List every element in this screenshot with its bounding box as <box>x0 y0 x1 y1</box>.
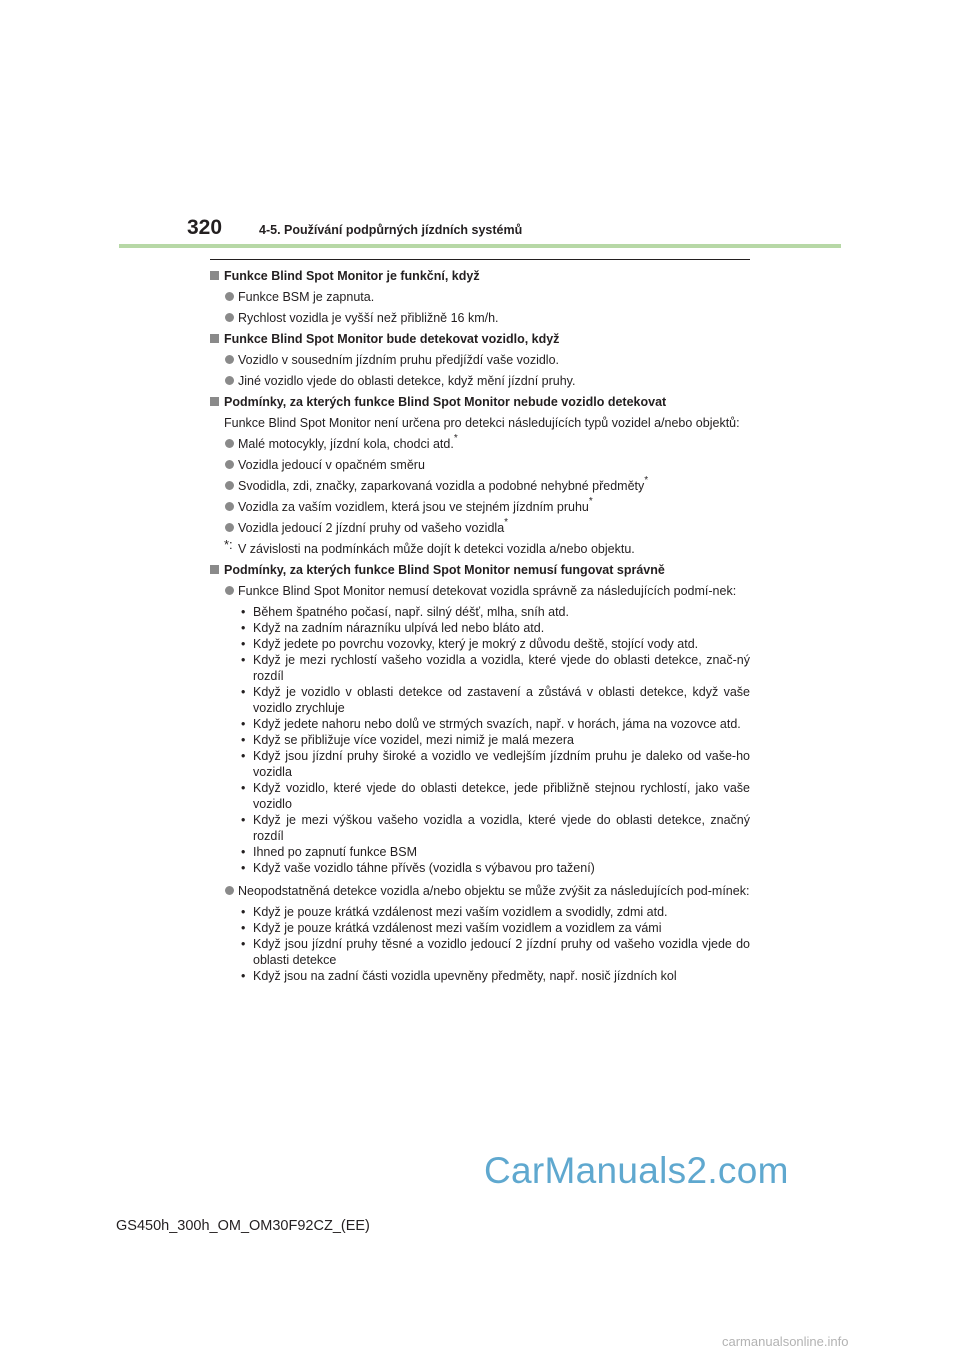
list-item-text: Funkce BSM je zapnuta. <box>238 290 375 304</box>
sub-item-text: Když je pouze krátká vzdálenost mezi vaším vozidlem a svodidly, zdmi atd. <box>253 905 668 919</box>
sub-list-item <box>210 860 750 876</box>
section-title: 4-5. Používání podpůrných jízdních systémů <box>259 223 523 237</box>
list-item <box>210 457 750 473</box>
list-item-text: Vozidla jedoucí 2 jízdní pruhy od vašeho vozidla <box>238 521 505 535</box>
circle-bullet-icon <box>225 586 234 595</box>
list-item <box>210 373 750 389</box>
circle-bullet-icon <box>225 523 234 532</box>
bullet-icon: • <box>241 781 246 795</box>
list-item-text: Funkce Blind Spot Monitor nemusí detekovat vozidla správně za následujících podmí-nek: <box>238 584 737 598</box>
bullet-icon: • <box>241 969 246 983</box>
sub-list-item <box>210 636 750 652</box>
list-item-text: Malé motocykly, jízdní kola, chodci atd. <box>238 437 454 451</box>
list-item <box>210 496 750 515</box>
sub-item-text: Když je mezi výškou vašeho vozidla a vozidla, které vjede do oblasti detekce, značný rozdíl <box>253 813 750 843</box>
bullet-icon: • <box>241 733 246 747</box>
sub-list <box>210 904 750 984</box>
document-code: GS450h_300h_OM_OM30F92CZ_(EE) <box>116 1218 370 1234</box>
sub-item-text: Když se přibližuje více vozidel, mezi nimiž je malá mezera <box>253 733 574 747</box>
sub-list-item <box>210 780 750 812</box>
sub-item-text: Když na zadním nárazníku ulpívá led nebo bláto atd. <box>253 621 545 635</box>
bullet-icon: • <box>241 921 246 935</box>
list-item <box>210 583 750 599</box>
bullet-icon: • <box>241 605 246 619</box>
bullet-icon: • <box>241 813 246 827</box>
sub-list-item <box>210 732 750 748</box>
heading-text: Funkce Blind Spot Monitor bude detekovat vozidlo, když <box>224 332 560 346</box>
sub-list-item <box>210 604 750 620</box>
bullet-icon: • <box>241 685 246 699</box>
list-item <box>210 475 750 494</box>
circle-bullet-icon <box>225 439 234 448</box>
sub-item-text: Když jsou jízdní pruhy těsné a vozidlo jedoucí 2 jízdní pruhy od vašeho vozidla vjede do oblasti detekce <box>253 937 750 967</box>
sub-item-text: Když je vozidlo v oblasti detekce od zastavení a zůstává v oblasti detekce, když vaše vozidlo zrychluje <box>253 685 750 715</box>
sub-list-item <box>210 716 750 732</box>
heading-text: Podmínky, za kterých funkce Blind Spot Monitor nemusí fungovat správně <box>224 563 665 577</box>
content-divider <box>210 259 750 260</box>
bullet-icon: • <box>241 653 246 667</box>
sub-item-text: Když je mezi rychlostí vašeho vozidla a vozidla, které vjede do oblasti detekce, znač-ný rozdíl <box>253 653 750 683</box>
bullet-icon: • <box>241 845 246 859</box>
footnote <box>210 537 750 557</box>
sub-item-text: Během špatného počasí, např. silný déšť, mlha, sníh atd. <box>253 605 569 619</box>
bullet-icon: • <box>241 621 246 635</box>
watermark-logo: CarManuals2.com <box>484 1150 789 1191</box>
circle-bullet-icon <box>225 313 234 322</box>
sub-item-text: Ihned po zapnutí funkce BSM <box>253 845 417 859</box>
header-divider <box>119 244 841 248</box>
main-content <box>210 268 750 991</box>
sub-item-text: Když vozidlo, které vjede do oblasti detekce, jede přibližně stejnou rychlostí, jako vaše vozidlo <box>253 781 750 811</box>
footnote-mark: *: <box>224 537 233 552</box>
section-heading <box>210 268 750 284</box>
sub-list-item <box>210 904 750 920</box>
sub-list-item <box>210 812 750 844</box>
circle-bullet-icon <box>225 886 234 895</box>
bullet-icon: • <box>241 861 246 875</box>
sub-list-item <box>210 844 750 860</box>
sub-list <box>210 604 750 876</box>
list-item-text: Neopodstatněná detekce vozidla a/nebo objektu se může zvýšit za následujících pod-mínek: <box>238 884 750 898</box>
list-item <box>210 352 750 368</box>
sub-item-text: Když jedete po povrchu vozovky, který je mokrý z důvodu deště, stojící vody atd. <box>253 637 699 651</box>
sub-item-text: Když jedete nahoru nebo dolů ve strmých svazích, např. v horách, jáma na vozovce atd. <box>253 717 741 731</box>
bullet-icon: • <box>241 717 246 731</box>
heading-text: Podmínky, za kterých funkce Blind Spot Monitor nebude vozidlo detekovat <box>224 395 667 409</box>
circle-bullet-icon <box>225 292 234 301</box>
square-bullet-icon <box>210 565 219 574</box>
circle-bullet-icon <box>225 502 234 511</box>
footnote-marker: * <box>644 475 649 486</box>
list-item-text: Vozidla za vaším vozidlem, která jsou ve stejném jízdním pruhu <box>238 500 589 514</box>
sub-item-text: Když je pouze krátká vzdálenost mezi vaším vozidlem a vozidlem za vámi <box>253 921 662 935</box>
heading-text: Funkce Blind Spot Monitor je funkční, když <box>224 269 480 283</box>
circle-bullet-icon <box>225 355 234 364</box>
list-item <box>210 433 750 452</box>
square-bullet-icon <box>210 271 219 280</box>
footnote-text: V závislosti na podmínkách může dojít k detekci vozidla a/nebo objektu. <box>238 542 635 556</box>
list-item-text: Vozidlo v sousedním jízdním pruhu předjíždí vaše vozidlo. <box>238 353 560 367</box>
circle-bullet-icon <box>225 376 234 385</box>
sub-item-text: Když jsou na zadní části vozidla upevněny předměty, např. nosič jízdních kol <box>253 969 677 983</box>
footnote-marker: * <box>453 433 458 444</box>
list-item-text: Jiné vozidlo vjede do oblasti detekce, když mění jízdní pruhy. <box>238 374 576 388</box>
circle-bullet-icon <box>225 481 234 490</box>
list-item <box>210 883 750 899</box>
circle-bullet-icon <box>225 460 234 469</box>
sub-item-text: Když vaše vozidlo táhne přívěs (vozidla s výbavou pro tažení) <box>253 861 595 875</box>
list-item <box>210 517 750 536</box>
site-watermark: carmanualsonline.info <box>722 1334 849 1349</box>
footnote-marker: * <box>504 517 509 528</box>
bullet-icon: • <box>241 749 246 763</box>
list-item-text: Svodidla, zdi, značky, zaparkovaná vozidla a podobné nehybné předměty <box>238 479 645 493</box>
bullet-icon: • <box>241 937 246 951</box>
bullet-icon: • <box>241 637 246 651</box>
section-heading <box>210 331 750 347</box>
sub-list-item <box>210 684 750 716</box>
page-number: 320 <box>187 216 223 239</box>
sub-list-item <box>210 936 750 968</box>
list-item <box>210 289 750 305</box>
sub-list-item <box>210 920 750 936</box>
sub-list-item <box>210 652 750 684</box>
sub-list-item <box>210 748 750 780</box>
list-item <box>210 310 750 326</box>
square-bullet-icon <box>210 334 219 343</box>
square-bullet-icon <box>210 397 219 406</box>
intro-paragraph: Funkce Blind Spot Monitor není určena pro detekci následujících typů vozidel a/nebo objektů: <box>224 416 740 430</box>
bullet-icon: • <box>241 905 246 919</box>
sub-list-item <box>210 968 750 984</box>
section-heading <box>210 394 750 410</box>
list-item-text: Vozidla jedoucí v opačném směru <box>238 458 425 472</box>
sub-item-text: Když jsou jízdní pruhy široké a vozidlo ve vedlejším jízdním pruhu je daleko od vaše-ho vozidla <box>253 749 750 779</box>
sub-list-item <box>210 620 750 636</box>
footnote-marker: * <box>588 496 593 507</box>
list-item-text: Rychlost vozidla je vyšší než přibližně 16 km/h. <box>238 311 499 325</box>
section-heading <box>210 562 750 578</box>
